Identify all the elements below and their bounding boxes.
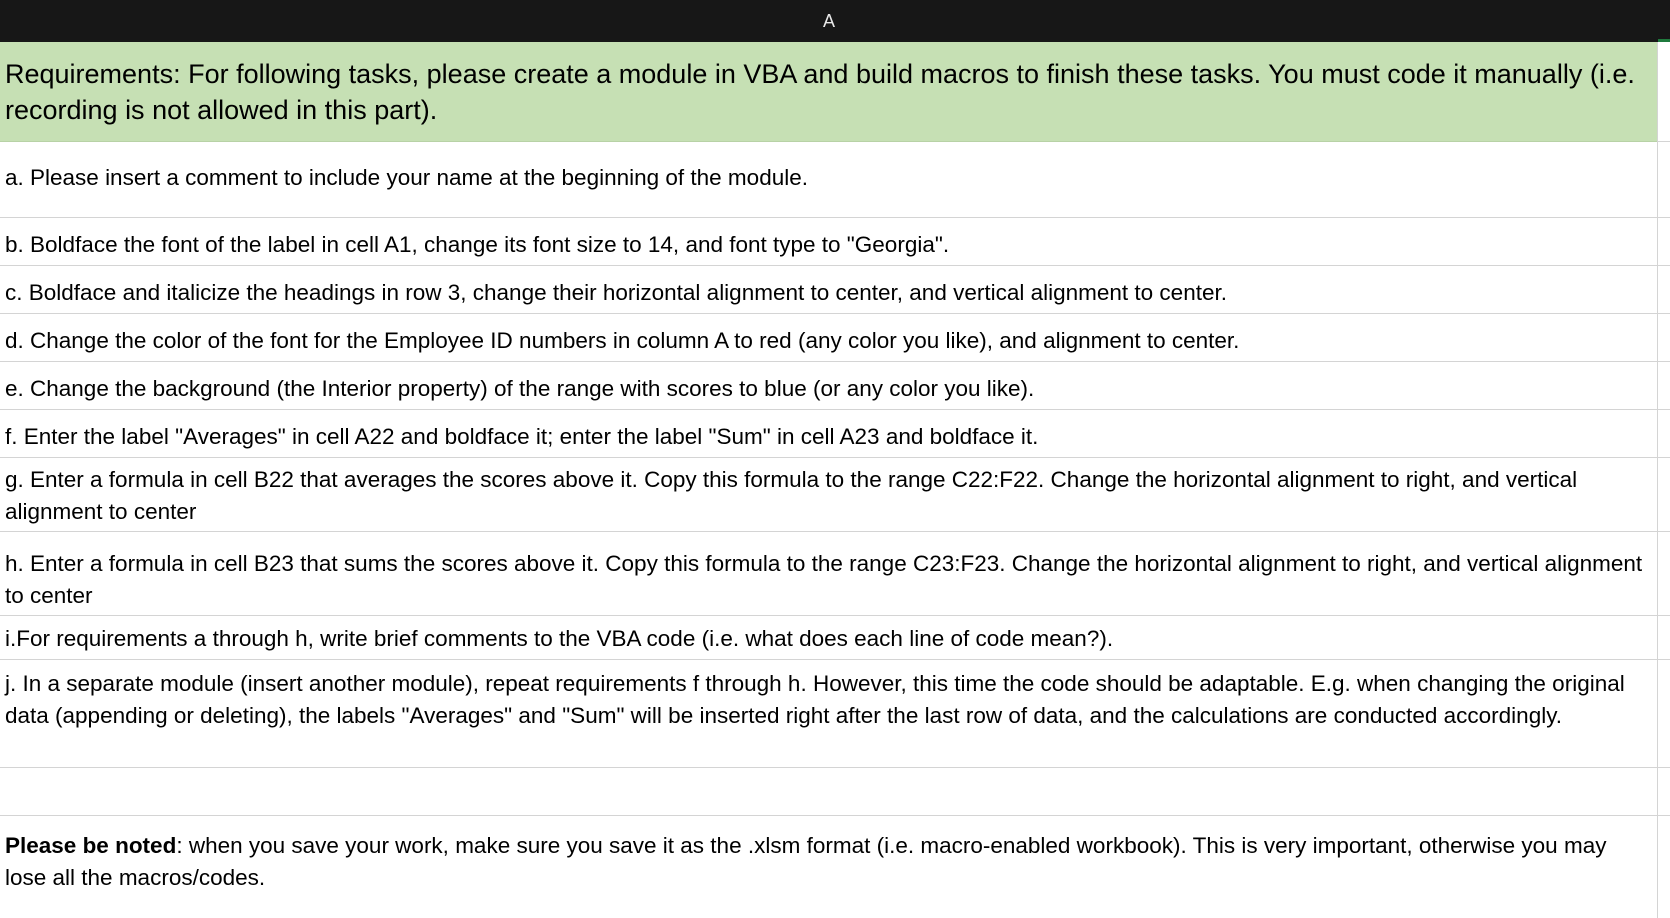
column-header-b-edge[interactable] [1658, 0, 1670, 42]
cell-requirement-h[interactable] [0, 532, 1657, 616]
cell-b-e[interactable] [1658, 362, 1670, 410]
cell-b-header[interactable] [1658, 42, 1670, 142]
cell-please-be-noted[interactable] [0, 816, 1657, 918]
cell-requirement-d[interactable] [0, 314, 1657, 362]
column-header-label: A [822, 10, 835, 31]
requirement-c-text: c. Boldface and italicize the headings in row 3, change their horizontal alignment to center, and vertical alignment to center. [5, 280, 1227, 305]
cell-b-f[interactable] [1658, 410, 1670, 458]
requirement-i-text: i.For requirements a through h, write brief comments to the VBA code (i.e. what does each line of code mean?). [5, 626, 1114, 651]
requirement-e-text: e. Change the background (the Interior property) of the range with scores to blue (or any color you like). [5, 376, 1035, 401]
cell-b-empty[interactable] [1658, 768, 1670, 816]
cell-empty[interactable] [0, 768, 1657, 816]
cell-requirement-e[interactable] [0, 362, 1657, 410]
requirement-f-text: f. Enter the label "Averages" in cell A22 and boldface it; enter the label "Sum" in cell A23 and boldface it. [5, 424, 1039, 449]
cell-requirement-g[interactable] [0, 458, 1657, 532]
cell-requirements-header[interactable] [0, 42, 1657, 142]
cell-requirement-f[interactable] [0, 410, 1657, 458]
cell-requirement-c[interactable] [0, 266, 1657, 314]
requirements-header-text: Requirements: For following tasks, please create a module in VBA and build macros to finish these tasks. You must code it manually (i.e. recording is not allowed in this part). [5, 59, 1635, 125]
cell-b-d[interactable] [1658, 314, 1670, 362]
cell-requirement-j[interactable] [0, 660, 1657, 768]
noted-text: : when you save your work, make sure you save it as the .xlsm format (i.e. macro-enabled workbook). This is very important, otherwise you may lose all the macros/codes. [5, 833, 1607, 890]
requirement-j-text: j. In a separate module (insert another module), repeat requirements f through h. However, this time the code should be adaptable. E.g. when changing the original data (appending or deleting), the labels "Averages" and "Sum" will be inserted right after the last row of data, and the calculations are conducted accordingly. [5, 671, 1625, 728]
cell-b-h[interactable] [1658, 532, 1670, 616]
cell-requirement-a[interactable] [0, 142, 1657, 218]
requirement-d-text: d. Change the color of the font for the Employee ID numbers in column A to red (any color you like), and alignment to center. [5, 328, 1240, 353]
cell-b-c[interactable] [1658, 266, 1670, 314]
cell-b-g[interactable] [1658, 458, 1670, 532]
cell-requirement-i[interactable] [0, 616, 1657, 660]
requirement-h-text: h. Enter a formula in cell B23 that sums the scores above it. Copy this formula to the range C23:F23. Change the horizontal alignment to right, and vertical alignment to center [5, 551, 1643, 608]
column-header-a[interactable] [0, 0, 1658, 42]
noted-label: Please be noted [5, 833, 177, 858]
cell-b-a[interactable] [1658, 142, 1670, 218]
requirement-a-text: a. Please insert a comment to include your name at the beginning of the module. [5, 165, 808, 190]
requirement-b-text: b. Boldface the font of the label in cell A1, change its font size to 14, and font type to "Georgia". [5, 232, 950, 257]
requirement-g-text: g. Enter a formula in cell B22 that averages the scores above it. Copy this formula to the range C22:F22. Change the horizontal alignment to right, and vertical alignment to center [5, 467, 1578, 524]
cell-b-b[interactable] [1658, 218, 1670, 266]
cell-b-i[interactable] [1658, 616, 1670, 660]
cell-requirement-b[interactable] [0, 218, 1657, 266]
cell-b-j[interactable] [1658, 660, 1670, 768]
